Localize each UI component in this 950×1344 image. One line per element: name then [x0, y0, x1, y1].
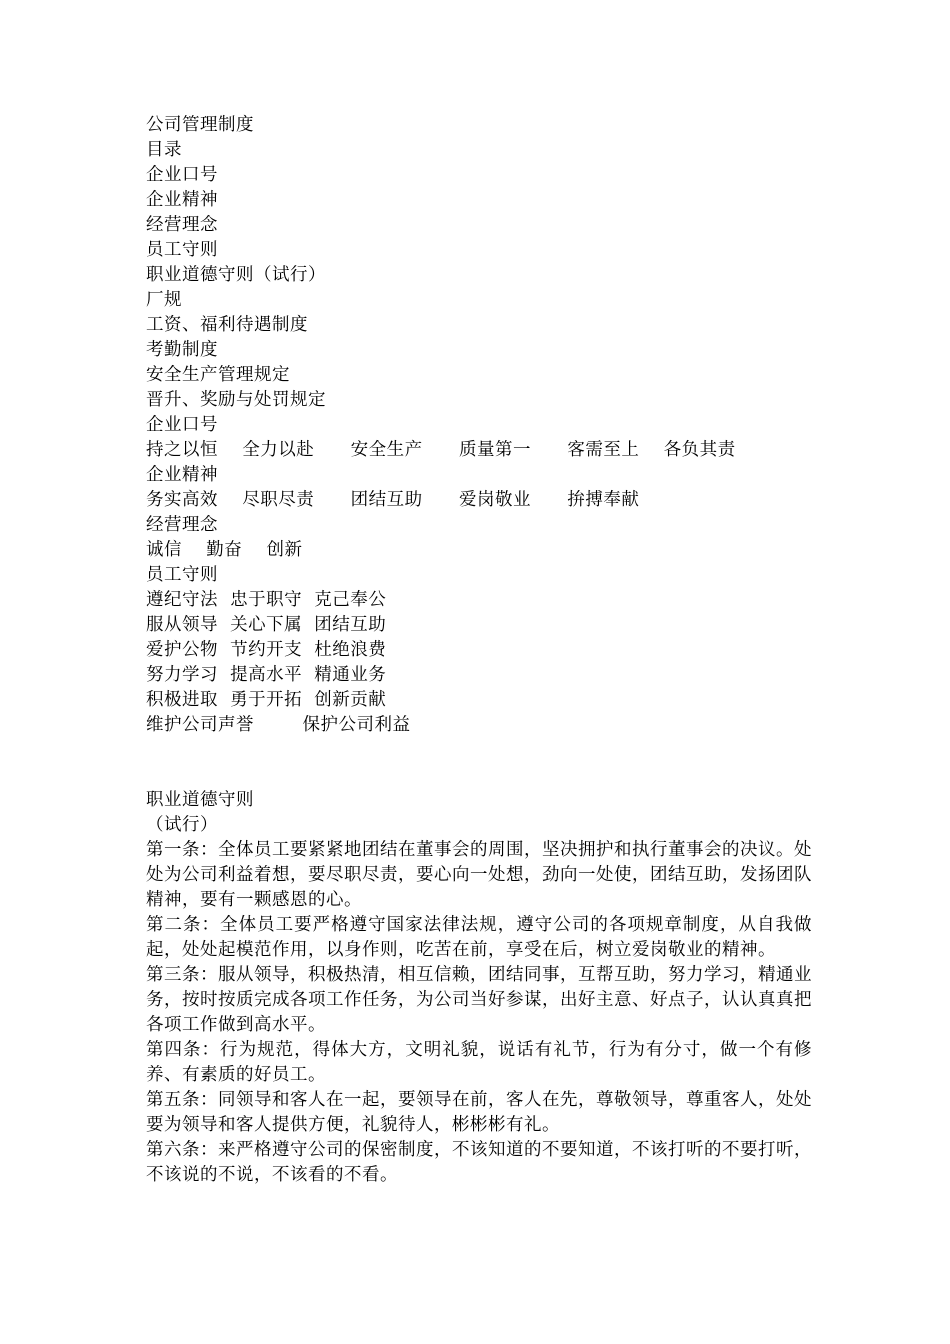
- rules-line: 积极进取 勇于开拓 创新贡献: [146, 690, 387, 710]
- ethics-article-1: 第一条：全体员工要紧紧地团结在董事会的周围，坚决拥护和执行董事会的决议。处处为公司利益着想，要尽职尽责，要心向一处想，劲向一处使，团结互助，发扬团队精神，要有一颗感恩的心。: [146, 840, 812, 910]
- ethics-article-3: 第三条：服从领导，积极热清，相互信赖，团结同事，互帮互助，努力学习，精通业务，按时按质完成各项工作任务，为公司当好参谋，出好主意、好点子，认认真真把各项工作做到高水平。: [146, 965, 812, 1035]
- toc-item-philosophy: 经营理念: [146, 215, 218, 235]
- toc-item-attendance: 考勤制度: [146, 340, 218, 360]
- toc-item-slogan: 企业口号: [146, 165, 218, 185]
- doc-title: 公司管理制度: [146, 115, 254, 135]
- toc-item-rules: 员工守则: [146, 240, 218, 260]
- philosophy-heading: 经营理念: [146, 515, 218, 535]
- document-page: [146, 113, 812, 1188]
- slogan-text: 持之以恒 全力以赴 安全生产 质量第一 客需至上 各负其责: [146, 440, 736, 460]
- slogan-heading: 企业口号: [146, 415, 218, 435]
- ethics-article-5: 第五条：同领导和客人在一起，要领导在前，客人在先，尊敬领导，尊重客人，处处要为领导和客人提供方便，礼貌待人，彬彬彬有礼。: [146, 1090, 812, 1135]
- ethics-article-4: 第四条：行为规范，得体大方，文明礼貌，说话有礼节，行为有分寸，做一个有修养、有素质的好员工。: [146, 1040, 812, 1085]
- section-spacer: [146, 738, 812, 788]
- rules-line: 爱护公物 节约开支 杜绝浪费: [146, 640, 387, 660]
- toc-heading: 目录: [146, 140, 182, 160]
- ethics-heading: 职业道德守则: [146, 790, 254, 810]
- ethics-subheading: （试行）: [146, 815, 218, 835]
- toc-item-promotion: 晋升、奖励与处罚规定: [146, 390, 326, 410]
- toc-item-salary: 工资、福利待遇制度: [146, 315, 308, 335]
- spirit-heading: 企业精神: [146, 465, 218, 485]
- rules-line: 维护公司声誉 保护公司利益: [146, 715, 411, 735]
- rules-line: 遵纪守法 忠于职守 克己奉公: [146, 590, 387, 610]
- spirit-text: 务实高效 尽职尽责 团结互助 爱岗敬业 拚搏奉献: [146, 490, 640, 510]
- toc-item-spirit: 企业精神: [146, 190, 218, 210]
- toc-item-factory-rules: 厂规: [146, 290, 182, 310]
- toc-item-safety: 安全生产管理规定: [146, 365, 290, 385]
- ethics-article-2: 第二条：全体员工要严格遵守国家法律法规，遵守公司的各项规章制度，从自我做起，处处起模范作用，以身作则，吃苦在前，享受在后，树立爱岗敬业的精神。: [146, 915, 812, 960]
- rules-line: 服从领导 关心下属 团结互助: [146, 615, 387, 635]
- rules-line: 努力学习 提高水平 精通业务: [146, 665, 387, 685]
- rules-heading: 员工守则: [146, 565, 218, 585]
- ethics-article-6: 第六条：来严格遵守公司的保密制度，不该知道的不要知道，不该打听的不要打听，不该说的不说，不该看的不看。: [146, 1140, 812, 1185]
- philosophy-text: 诚信 勤奋 创新: [146, 540, 303, 560]
- toc-item-ethics: 职业道德守则（试行）: [146, 265, 326, 285]
